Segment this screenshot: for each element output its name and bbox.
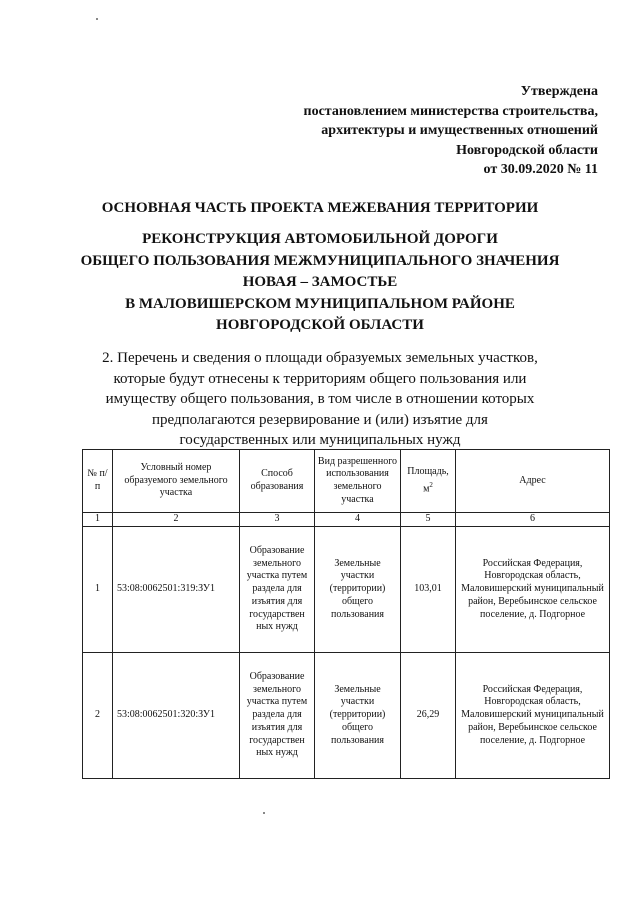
header-area-sup: 2 (429, 480, 433, 489)
index-cell: 3 (240, 513, 315, 527)
land-plots-table (82, 449, 610, 779)
project-title-line: НОВАЯ – ЗАМОСТЬЕ (242, 274, 398, 290)
scan-speck (96, 18, 98, 20)
project-title-line: ОБЩЕГО ПОЛЬЗОВАНИЯ МЕЖМУНИЦИПАЛЬНОГО ЗНАЧЕНИЯ (80, 252, 560, 269)
row-cadastral: 53:08:0062501:320:ЗУ1 (113, 653, 240, 779)
row-num: 1 (83, 527, 113, 653)
header-area-label: Площадь, м (407, 466, 449, 495)
index-cell: 4 (315, 513, 401, 527)
header-use: Вид разрешенного использования земельного участка (315, 450, 401, 513)
approval-line: архитектуры и имущественных отношений (321, 123, 598, 138)
project-title-line: В МАЛОВИШЕРСКОМ МУНИЦИПАЛЬНОМ РАЙОНЕ (125, 295, 515, 312)
header-address: Адрес (456, 450, 610, 513)
project-title-line: РЕКОНСТРУКЦИЯ АВТОМОБИЛЬНОЙ ДОРОГИ (142, 231, 498, 247)
row-area: 103,01 (401, 527, 456, 653)
index-cell: 6 (456, 513, 610, 527)
table-header-row (83, 450, 610, 513)
table-index-row (83, 513, 610, 527)
approval-line: Утверждена (520, 84, 598, 99)
row-address: Российская Федерация, Новгородская область, Маловишерский муниципальный район, Веребьинское сельское поселение, д. Подгорное (456, 653, 610, 779)
header-cadastral: Условный номер образуемого земельного участка (113, 450, 240, 513)
table-row (83, 527, 610, 653)
scan-speck (263, 812, 265, 814)
row-num: 2 (83, 653, 113, 779)
row-address: Российская Федерация, Новгородская область, Маловишерский муниципальный район, Веребьинское сельское поселение, д. Подгорное (456, 527, 610, 653)
project-title-line: НОВГОРОДСКОЙ ОБЛАСТИ (216, 317, 424, 333)
row-use: Земельные участки (территории) общего пользования (315, 527, 401, 653)
approval-line: Новгородской области (456, 142, 598, 158)
index-cell: 2 (113, 513, 240, 527)
approval-date: от 30.09.2020 № 11 (483, 162, 598, 177)
header-method: Способ образования (240, 450, 315, 513)
row-method: Образование земельного участка путем раздела для изъятия для государствен ных нужд (240, 653, 315, 779)
row-area: 26,29 (401, 653, 456, 779)
index-cell: 5 (401, 513, 456, 527)
index-cell: 1 (83, 513, 113, 527)
row-method: Образование земельного участка путем раздела для изъятия для государствен ных нужд (240, 527, 315, 653)
approval-stamp (304, 82, 598, 180)
row-use: Земельные участки (территории) общего пользования (315, 653, 401, 779)
document-title: ОСНОВНАЯ ЧАСТЬ ПРОЕКТА МЕЖЕВАНИЯ ТЕРРИТОРИИ (101, 200, 539, 216)
header-area (401, 450, 456, 513)
table-row (83, 653, 610, 779)
header-num: № п/п (83, 450, 113, 513)
row-cadastral: 53:08:0062501:319:ЗУ1 (113, 527, 240, 653)
approval-line: постановлением министерства строительства, (303, 103, 598, 119)
project-title (0, 229, 640, 337)
section-heading: 2. Перечень и сведения о площади образуемых земельных участков, которые будут отнесены к территориям общего пользования или имуществу общего пользования, в том числе в отношении которых предполагаются резервирование и (или) изъятие для государственных или муниципальных нужд (102, 350, 538, 448)
